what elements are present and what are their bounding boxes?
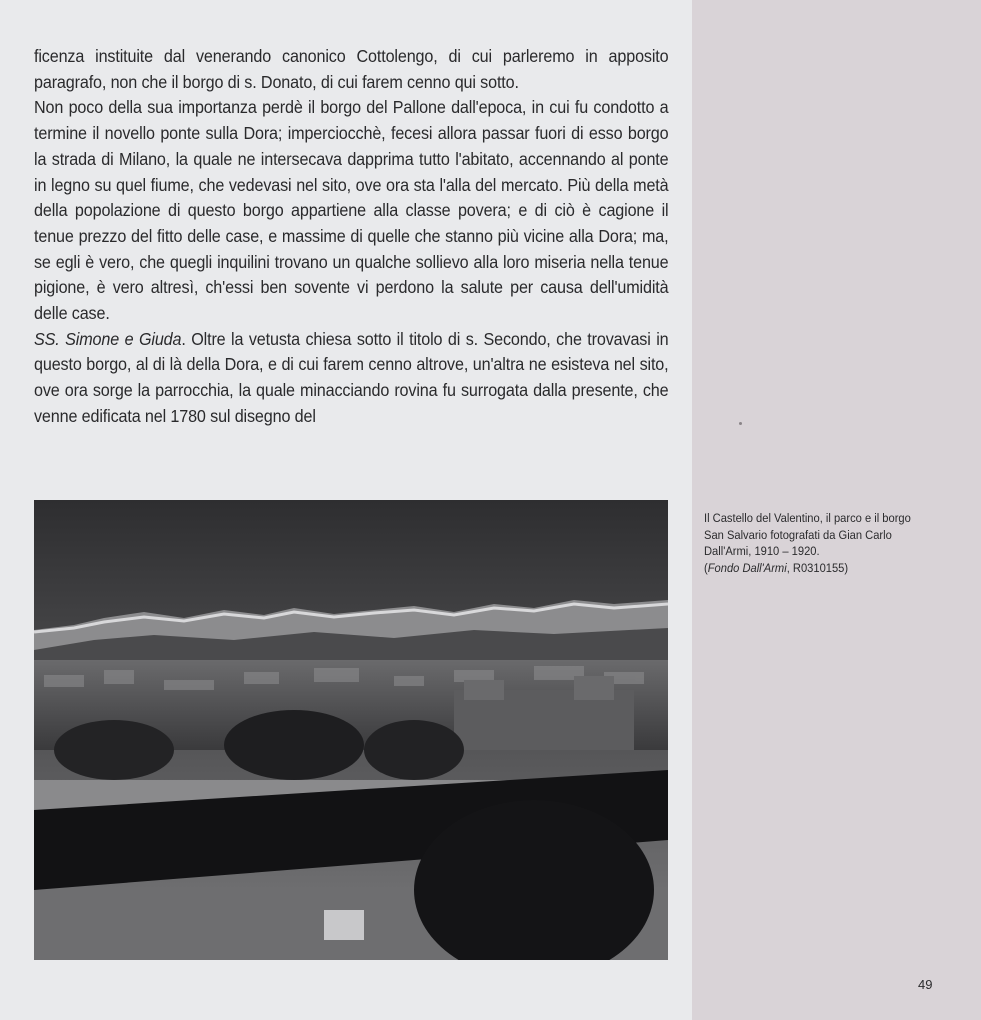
historical-photo (34, 500, 668, 960)
photo-caption (704, 510, 920, 576)
caption-open-paren: ( (704, 560, 708, 575)
caption-description: Il Castello del Valentino, il parco e il borgo San Salvario fotografati da Gian Carlo Dall'Armi, 1910 – 1920. (704, 511, 911, 559)
paragraph-3-text: . Oltre la vetusta chiesa sotto il titolo di s. Secondo, che trovavasi in questo borgo, al di là della Dora, e di cui farem cenno altrove, un'altra ne esisteva nel sito, ove ora sorge la parrocchia, la quale minacciando rovina fu surrogata dalla presente, che venne edificata nel 1780 sul disegno del (34, 328, 669, 426)
paragraph-3 (34, 327, 669, 430)
caption-fondo: Fondo Dall'Armi (707, 560, 787, 575)
paragraph-3-title: SS. Simone e Giuda (34, 328, 182, 349)
caption-text (704, 510, 920, 576)
photo-illustration (34, 500, 668, 960)
page-number: 49 (918, 977, 933, 992)
paragraph-2: Non poco della sua importanza perdè il borgo del Pallone dall'epoca, in cui fu condotto a termine il novello ponte sulla Dora; imperciocchè, fecesi allora passar fuori di esso borgo la strada di Milano, la quale ne intersecava dapprima tutto l'abitato, accennando al ponte in legno su quel fiume, che vedevasi nel sito, ove ora sta l'alla del mercato. Più della metà della popolazione di questo borgo appartiene alla classe povera; e di ciò è cagione il tenue prezzo del fitto delle case, e massime di quelle che stanno più vicine alla Dora; ma, se egli è vero, che quegli inquilini trovano un qualche sollievo alla loro miseria nella tenue pigione, è vero altresì, ch'essi ben sovente vi perdono la salute per causa dell'umidità delle case. (34, 97, 669, 324)
caption-code: , R0310155) (786, 560, 849, 575)
paragraph-1: ficenza instituite dal venerando canonico Cottolengo, di cui parleremo in apposito paragrafo, non che il borgo di s. Donato, di cui farem cenno qui sotto. (34, 46, 669, 92)
body-text (34, 44, 669, 430)
speck-mark (739, 422, 742, 425)
